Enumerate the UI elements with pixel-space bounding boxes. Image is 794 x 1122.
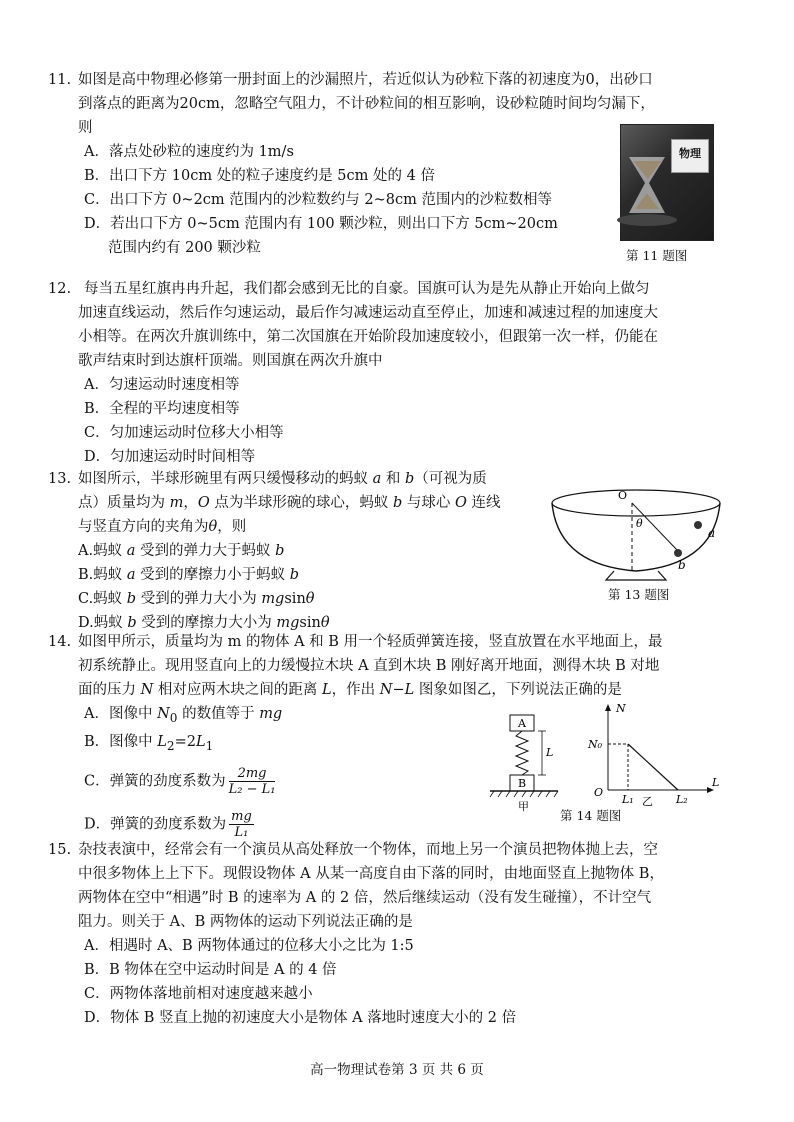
option-a: A．图像中 $N_0$ 的数值等于 mg	[84, 706, 283, 725]
option-c: C．弹簧的劲度系数为 $\frac{2mg}{\text{L₂ − L₁}}$	[84, 765, 276, 797]
svg-text:L: L	[546, 746, 554, 759]
svg-text:A: A	[518, 717, 526, 730]
page-footer: 高一物理试卷第 3 页 共 6 页	[310, 1062, 484, 1078]
svg-text:O: O	[618, 489, 628, 502]
figure-11-caption: 第 11 题图	[626, 248, 688, 263]
option-c: C．两物体落地前相对速度越来越小	[84, 986, 313, 1002]
option-d: D．匀加速运动时时间相等	[84, 449, 256, 465]
question-stem: 杂技表演中，经常会有一个演员从高处释放一个物体，而地上另一个演员把物体抛上去，空	[78, 842, 658, 858]
option-c: C．出口下方 0~2cm 范围内的沙粒数约与 2~8cm 范围内的沙粒数相等	[84, 192, 552, 208]
question-number: 15.	[48, 842, 72, 858]
svg-text:θ: θ	[636, 517, 643, 530]
option-d: D．若出口下方 0~5cm 范围内有 100 颗沙粒，则出口下方 5cm~20cm	[84, 216, 558, 232]
question-15	[48, 838, 718, 1030]
option-a: A．相遇时 A、B 两物体通过的位移大小之比为 1:5	[84, 938, 414, 954]
option-c: C．匀加速运动时位移大小相等	[84, 425, 284, 441]
svg-text:L₁: L₁	[622, 793, 634, 806]
fraction: $\frac{mg}{\text{L₁}}$	[231, 808, 252, 840]
question-stem: 如图所示，半球形碗里有两只缓慢移动的蚂蚁 a 和 b（可视为质	[78, 471, 487, 487]
question-stem: 小相等。在两次升旗训练中，第二次国旗在开始阶段加速度较小，但跟第一次一样，仍能在	[78, 329, 658, 345]
question-stem: 歌声结束时到达旗杆顶端。则国旗在两次升旗中	[78, 353, 383, 369]
option-d: D．物体 B 竖直上抛的初速度大小是物体 A 落地时速度大小的 2 倍	[84, 1010, 517, 1026]
svg-text:b: b	[678, 558, 686, 572]
option-c: C.蚂蚁 b 受到的弹力大小为 mgsinθ	[78, 591, 315, 607]
option-b: B．出口下方 10cm 处的粒子速度约是 5cm 处的 4 倍	[84, 168, 435, 184]
option-a: A.蚂蚁 a 受到的弹力大于蚂蚁 b	[78, 543, 285, 559]
svg-text:乙: 乙	[642, 795, 653, 808]
question-stem: 点）质量均为 m，O 点为半球形碗的球心，蚂蚁 b 与球心 O 连线	[78, 495, 501, 511]
question-stem: 两物体在空中“相遇”时 B 的速率为 A 的 2 倍，然后继续运动（没有发生碰撞），不计空气	[78, 890, 652, 906]
question-stem: 到落点的距离为20cm，忽略空气阻力，不计砂粒间的相互影响，设砂粒随时间均匀漏下，	[78, 96, 655, 112]
question-stem: 加速直线运动，然后作匀速运动，最后作匀减速运动直至停止，加速和减速过程的加速度大	[78, 305, 658, 321]
option-b: B．全程的平均速度相等	[84, 401, 240, 417]
question-stem: 每当五星红旗冉冉升起，我们都会感到无比的自豪。国旗可认为是先从静止开始向上做匀	[84, 281, 650, 297]
option-b: B．B 物体在空中运动时间是 A 的 4 倍	[84, 962, 337, 978]
option-d: D.蚂蚁 b 受到的摩擦力大小为 mgsinθ	[78, 615, 330, 631]
question-stem: 如图甲所示，质量均为 m 的物体 A 和 B 用一个轻质弹簧连接，竖直放置在水平地面上，最	[78, 634, 663, 650]
svg-text:甲: 甲	[518, 800, 529, 813]
question-12	[48, 277, 718, 469]
book-cover-label: 物理	[671, 139, 709, 173]
question-number: 12.	[48, 281, 72, 297]
question-number: 11.	[48, 72, 72, 88]
svg-text:N: N	[616, 702, 626, 715]
hourglass-photo	[620, 124, 714, 241]
svg-text:L₂: L₂	[676, 793, 688, 806]
figure-14-jia	[488, 712, 563, 812]
svg-text:N₀: N₀	[588, 738, 603, 751]
svg-text:L: L	[712, 776, 720, 789]
question-13	[48, 467, 548, 635]
figure-14-caption: 第 14 题图	[560, 808, 622, 823]
option-a: A．落点处砂粒的速度约为 1m/s	[84, 144, 294, 160]
question-stem: 中很多物体上上下下。现假设物体 A 从某一高度自由下落的同时，由地面竖直上抛物体 B，	[78, 866, 664, 882]
question-stem: 则	[78, 120, 93, 136]
figure-13-bowl	[548, 485, 728, 585]
svg-text:a: a	[708, 526, 716, 540]
ant-b-icon	[674, 549, 682, 557]
question-stem: 如图是高中物理必修第一册封面上的沙漏照片，若近似认为砂粒下落的初速度为0，出砂口	[78, 72, 653, 88]
question-number: 14.	[48, 634, 72, 650]
question-stem: 阻力。则关于 A、B 两物体的运动下列说法正确的是	[78, 914, 413, 930]
option-b: B．图像中 $L_2=2L_1$	[84, 733, 214, 753]
option-a: A．匀速运动时速度相等	[84, 377, 240, 393]
question-number: 13.	[48, 471, 72, 487]
option-d: D．弹簧的劲度系数为 $\frac{mg}{\text{L₁}}$	[84, 808, 252, 840]
ant-a-icon	[694, 521, 702, 529]
option-d-continued: 范围内约有 200 颗沙粒	[108, 240, 261, 256]
svg-text:O: O	[594, 786, 604, 799]
figure-13-caption: 第 13 题图	[608, 587, 670, 602]
fraction: $\frac{2mg}{\text{L₂ − L₁}}$	[228, 765, 276, 797]
svg-text:B: B	[518, 777, 527, 790]
question-stem: 面的压力 N 相对应两木块之间的距离 L，作出 N−L 图象如图乙，下列说法正确的是	[78, 682, 622, 698]
option-b: B.蚂蚁 a 受到的摩擦力小于蚂蚁 b	[78, 567, 300, 583]
hourglass-drawing	[621, 125, 713, 240]
figure-14-yi	[578, 702, 718, 807]
question-stem: 初系统静止。现用竖直向上的力缓慢拉木块 A 直到木块 B 刚好离开地面，测得木块 B 对地	[78, 658, 660, 674]
question-stem: 与竖直方向的夹角为θ，则	[78, 519, 247, 535]
